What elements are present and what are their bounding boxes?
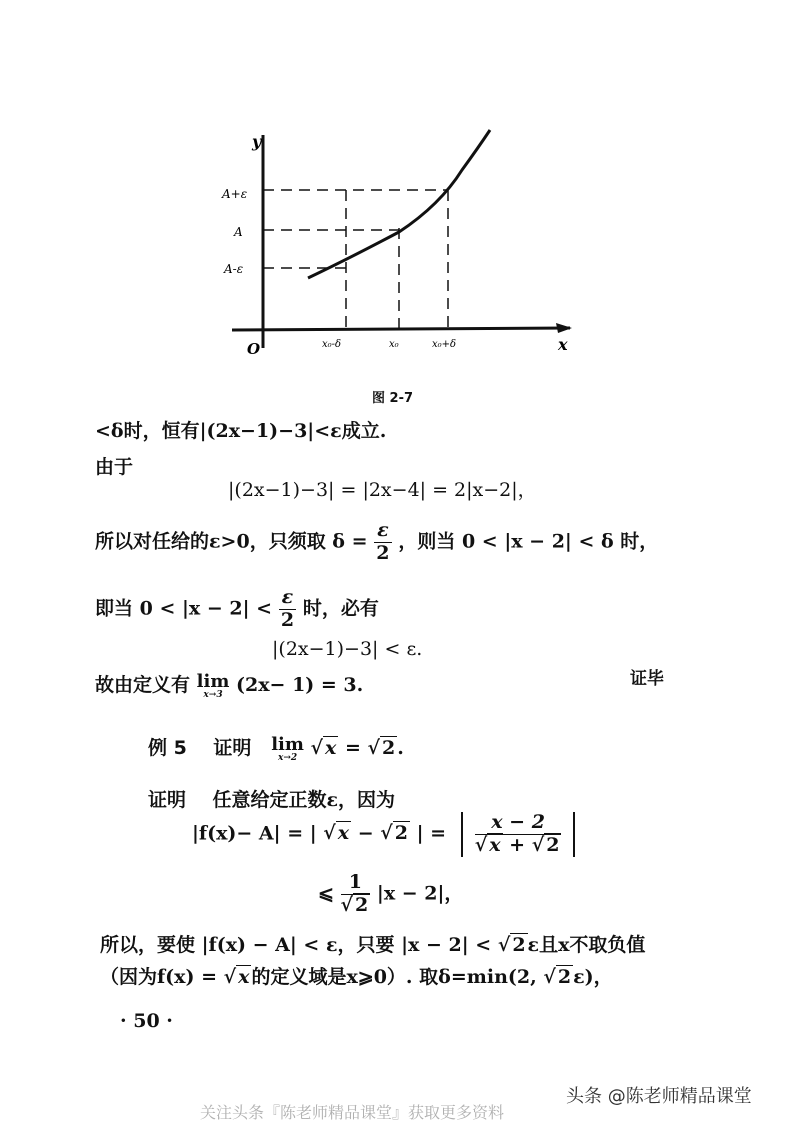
radicand: x (325, 737, 337, 759)
radicand: x (489, 833, 501, 856)
x-axis (232, 328, 570, 330)
equation-inequality (318, 872, 463, 917)
fraction-denominator (341, 895, 371, 917)
eq2-rest: |x − 2|， (376, 882, 464, 905)
y-tick-a: A (234, 225, 243, 239)
x-axis-label: x (558, 335, 568, 354)
minus-sign: − (357, 822, 374, 845)
proof-heading (148, 785, 395, 812)
fraction-numerator: x − 2 (475, 812, 562, 835)
text-line-7b: (2x− 1) = 3. (236, 674, 364, 696)
radicand: 2 (394, 822, 409, 845)
sqrt-x: √ x (474, 833, 501, 856)
text-line-4 (95, 520, 658, 565)
limit-word: lim (271, 733, 304, 755)
y-axis-label: y (252, 132, 262, 151)
text-line-8 (100, 930, 645, 957)
text-line-8b: ε且x不取负值 (527, 934, 646, 956)
sqrt-2: √ 2 (531, 833, 560, 856)
equation-abs-identity: |(2x−1)−3| = |2x−4| = 2|x−2|， (228, 479, 537, 501)
text-line-1: <δ时，恒有|(2x−1)−3|<ε成立. (95, 420, 387, 442)
figure-2-7 (0, 0, 793, 400)
x-tick-x0-minus-delta: x₀-δ (322, 339, 342, 350)
example-word: 证明 (213, 737, 252, 759)
sqrt-2: √ 2 (380, 822, 409, 845)
fraction-numerator: ε (374, 520, 392, 543)
equation-difference (192, 812, 575, 857)
x-axis-arrow (556, 323, 572, 333)
y-tick-a-minus-eps: A-ε (224, 262, 244, 276)
text-line-5a: 即当 0 < |x − 2| < (95, 597, 273, 620)
abs-value-bars (461, 812, 576, 857)
radicand: 2 (382, 737, 396, 759)
text-line-7 (95, 670, 363, 700)
sqrt-2: √ 2 (543, 966, 572, 988)
limit-subscript: x→3 (203, 689, 223, 700)
fraction-denominator: 2 (376, 541, 390, 564)
radicand: 2 (557, 966, 572, 988)
brand-watermark: 头条 @陈老师精品课堂 (566, 1086, 752, 1107)
equals-sign: = (345, 737, 361, 759)
equation-bound: |(2x−1)−3| < ε. (272, 638, 423, 660)
limit-subscript: x→2 (277, 752, 298, 763)
fraction-numerator: ε (279, 587, 297, 610)
plus-sign: + (509, 833, 526, 856)
sqrt-x: √ x (223, 966, 250, 988)
radicand: 2 (355, 893, 369, 916)
text-line-4b: ，则当 0 < |x − 2| < δ 时， (398, 530, 659, 553)
sqrt-x: √ x (323, 822, 350, 845)
text-line-5 (95, 587, 379, 632)
fraction-denominator: 2 (280, 608, 295, 631)
radicand: 2 (512, 934, 526, 956)
fraction-one-over-sqrt2 (341, 872, 371, 917)
less-equal-sign: ⩽ (318, 882, 334, 905)
example-label: 例 5 (148, 737, 187, 759)
proof-text: 任意给定正数ε，因为 (212, 789, 396, 811)
sqrt-2: √ 2 (497, 934, 526, 956)
radicand: 2 (546, 833, 560, 856)
text-line-7a: 故由定义有 (95, 674, 191, 696)
limit-operator (196, 670, 230, 700)
example-5-heading (148, 733, 404, 763)
text-line-2: 由于 (95, 456, 134, 478)
sqrt-2: √ 2 (367, 737, 396, 759)
limit-operator (271, 733, 304, 763)
radicand: x (337, 822, 350, 845)
eq1-lhs: |f(x)− A| = | (192, 822, 317, 845)
text-line-9a: （因为f(x) = (100, 966, 218, 988)
fraction-eps-over-2-b (279, 587, 297, 632)
eq1-mid: | = (416, 822, 447, 845)
x-tick-x0-plus-delta: x₀+δ (432, 339, 457, 350)
footer-watermark: 关注头条『陈老师精品课堂』获取更多资料 (200, 1103, 505, 1122)
fraction-numerator: 1 (341, 872, 371, 895)
text-line-9 (100, 962, 613, 989)
text-line-4a: 所以对任给的ε>0，只须取 δ = (95, 530, 368, 553)
period: . (397, 737, 404, 759)
limit-word: lim (196, 670, 230, 692)
radicand: x (238, 966, 250, 988)
sqrt-x: √ x (310, 737, 337, 759)
fraction-rationalized (475, 812, 562, 857)
x-tick-x0: x₀ (389, 339, 399, 350)
sqrt-2: √ 2 (340, 893, 369, 916)
fraction-denominator (475, 835, 562, 857)
page-number: · 50 · (120, 1010, 173, 1032)
text-line-9c: ε)， (573, 966, 613, 988)
fraction-eps-over-2 (374, 520, 392, 565)
text-line-8a: 所以，要使 |f(x) − A| < ε，只要 |x − 2| < (100, 934, 492, 956)
y-tick-a-plus-eps: A+ε (222, 187, 248, 201)
figure-caption: 图 2-7 (372, 391, 414, 406)
text-line-5b: 时，必有 (302, 597, 379, 620)
qed-mark: 证毕 (630, 669, 664, 689)
proof-label: 证明 (148, 789, 187, 811)
origin-label: O (247, 340, 261, 358)
text-line-9b: 的定义域是x⩾0）. 取δ=min(2, (251, 966, 537, 988)
